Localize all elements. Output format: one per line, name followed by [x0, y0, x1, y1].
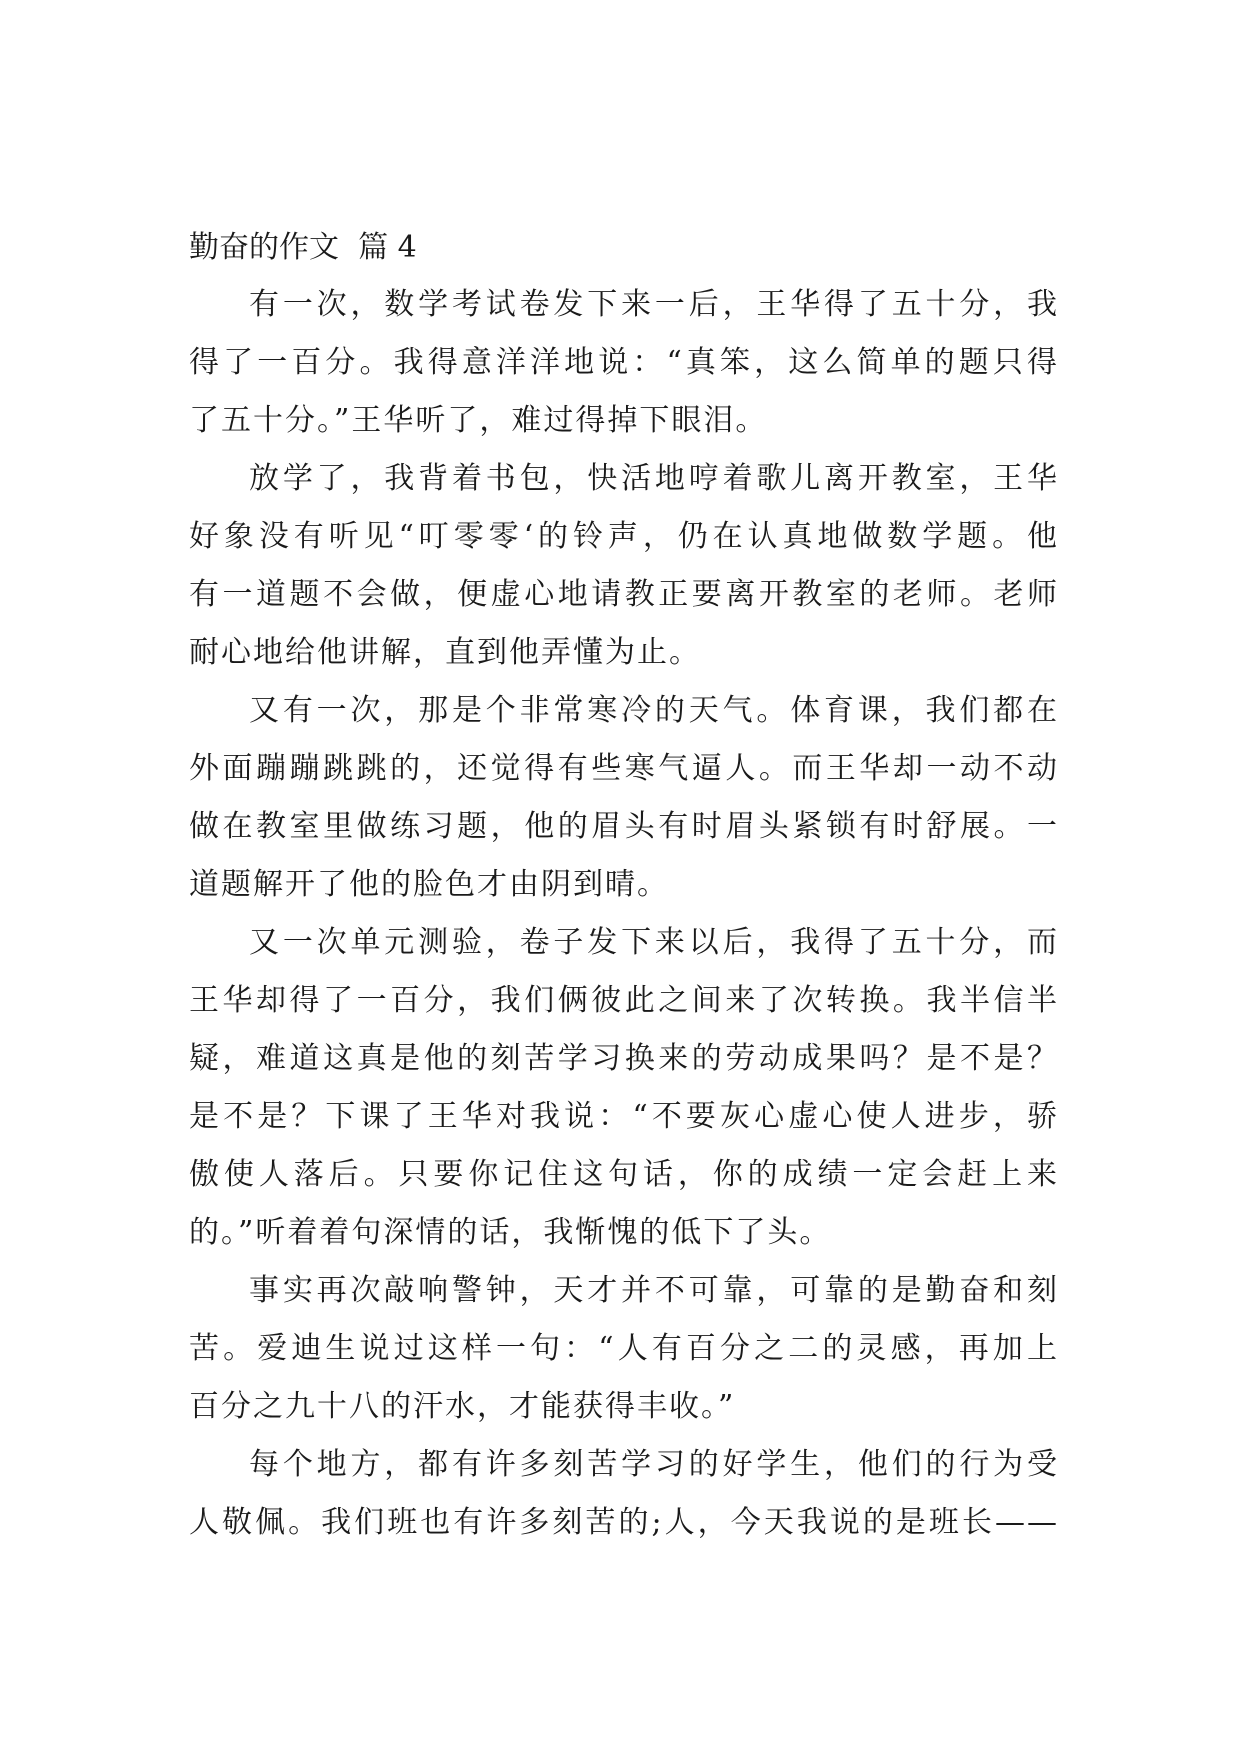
- text-line: 耐心地给他讲解，直到他弄懂为止。: [189, 635, 701, 670]
- text-line: 是不是？下课了王华对我说：“不要灰心虚心使人进步，骄: [189, 1099, 1059, 1134]
- document-title: 勤奋的作文 篇 4: [189, 230, 417, 265]
- text-line: 做在教室里做练习题，他的眉头有时眉头紧锁有时舒展。一: [189, 809, 1059, 844]
- text-line: 道题解开了他的脸色才由阴到晴。: [189, 867, 669, 902]
- text-line: 傲使人落后。只要你记住这句话，你的成绩一定会赶上来: [189, 1157, 1059, 1192]
- text-line: 事实再次敲响警钟，天才并不可靠，可靠的是勤奋和刻: [249, 1273, 1059, 1308]
- text-line: 得了一百分。我得意洋洋地说：“真笨，这么简单的题只得: [189, 345, 1059, 380]
- paragraph-6: [189, 1436, 1059, 1552]
- text-line: 每个地方，都有许多刻苦学习的好学生，他们的行为受: [249, 1447, 1059, 1482]
- text-line: 苦。爱迪生说过这样一句：“人有百分之二的灵感，再加上: [189, 1331, 1059, 1366]
- text-line: 疑，难道这真是他的刻苦学习换来的劳动成果吗？是不是？: [189, 1041, 1059, 1076]
- paragraph-2: [189, 450, 1059, 682]
- text-line: 外面蹦蹦跳跳的，还觉得有些寒气逼人。而王华却一动不动: [189, 751, 1059, 786]
- text-line: 又一次单元测验，卷子发下来以后，我得了五十分，而: [249, 925, 1059, 960]
- document-page: [189, 220, 1059, 1552]
- text-line: 王华却得了一百分，我们俩彼此之间来了次转换。我半信半: [189, 983, 1059, 1018]
- paragraph-3: [189, 682, 1059, 914]
- paragraph-1: [189, 276, 1059, 450]
- text-line: 有一道题不会做，便虚心地请教正要离开教室的老师。老师: [189, 577, 1059, 612]
- text-line: 百分之九十八的汗水，才能获得丰收。”: [189, 1389, 736, 1424]
- text-line: 放学了，我背着书包，快活地哼着歌儿离开教室，王华: [249, 461, 1059, 496]
- text-line: 好象没有听见“叮零零‘的铃声，仍在认真地做数学题。他: [189, 519, 1059, 554]
- text-line: 人敬佩。我们班也有许多刻苦的;人，今天我说的是班长——: [189, 1505, 1059, 1540]
- text-line: 又有一次，那是个非常寒冷的天气。体育课，我们都在: [249, 693, 1059, 728]
- text-line: 了五十分。”王华听了，难过得掉下眼泪。: [189, 403, 768, 438]
- text-line: 有一次，数学考试卷发下来一后，王华得了五十分，我: [249, 287, 1059, 322]
- text-line: 的。”听着着句深情的话，我惭愧的低下了头。: [189, 1215, 832, 1250]
- paragraph-4: [189, 914, 1059, 1262]
- paragraph-5: [189, 1262, 1059, 1436]
